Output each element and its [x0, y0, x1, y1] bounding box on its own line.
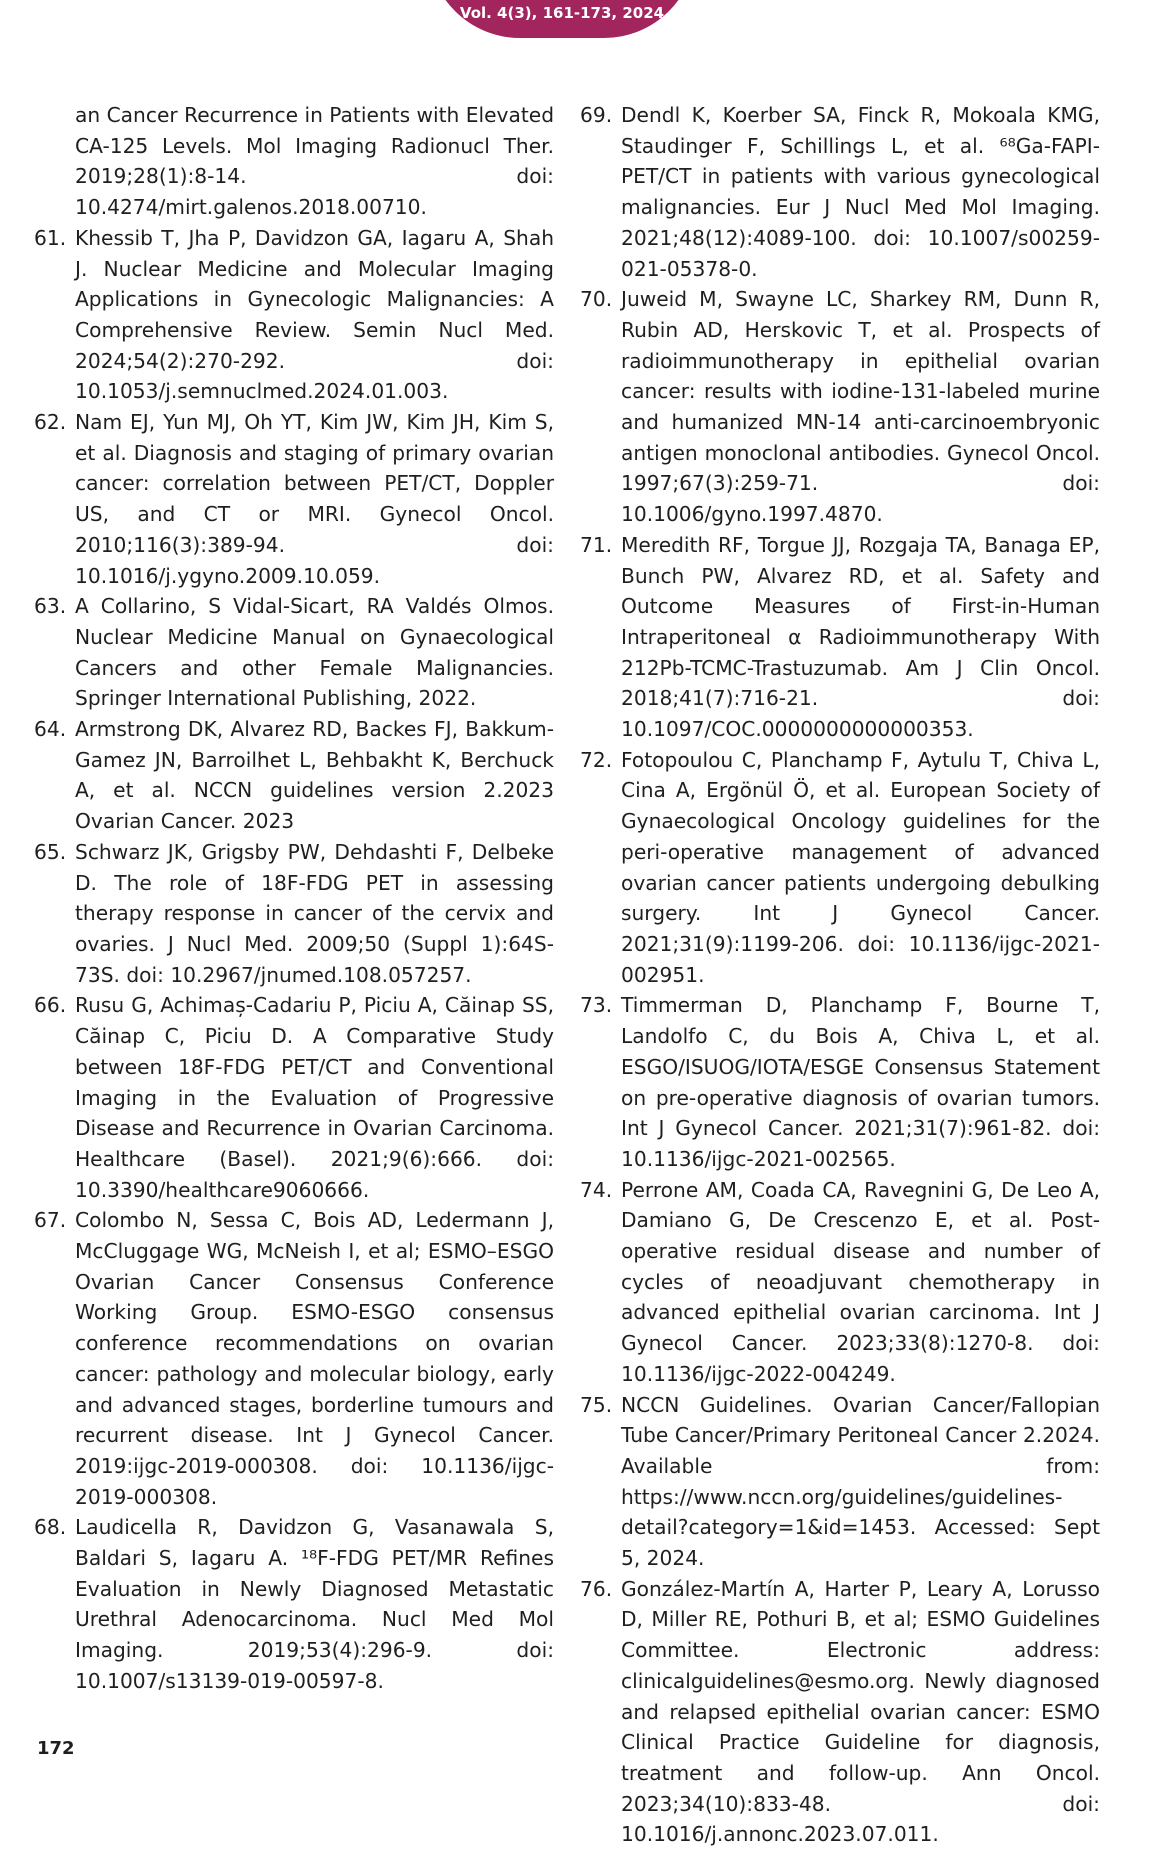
reference-text: NCCN Guidelines. Ovarian Cancer/Fallopian Tube Cancer/Primary Peritoneal Cancer 2.2024. Available from: https://www.nccn.org/guidelines/guidelines-detail?category=1&id=1453. Accessed: Sept 5, 2024.: [621, 1392, 1100, 1571]
reference-item: [580, 1390, 1100, 1574]
reference-item: [34, 837, 554, 991]
reference-text: Rusu G, Achimaș-Cadariu P, Piciu A, Căinap SS, Căinap C, Piciu D. A Comparative Study between 18F-FDG PET/CT and Conventional Imaging in the Evaluation of Progressive Disease and Recurrence in Ovarian Carcinoma. Healthcare (Basel). 2021;9(6):666. doi: 10.3390/healthcare9060666.: [75, 993, 554, 1202]
reference-item: [34, 1512, 554, 1696]
reference-number: 73.: [580, 993, 613, 1018]
reference-text: Khessib T, Jha P, Davidzon GA, Iagaru A, Shah J. Nuclear Medicine and Molecular Imaging Applications in Gynecologic Malignancies: A Comprehensive Review. Semin Nucl Med. 2024;54(2):270-292. doi: 10.1053/j.semnuclmed.2024.01.003.: [75, 225, 554, 404]
reference-text: Dendl K, Koerber SA, Finck R, Mokoala KMG, Staudinger F, Schillings L, et al. ⁶⁸Ga-FAPI-PET/CT in patients with various gynecological malignancies. Eur J Nucl Med Mol Imaging. 2021;48(12):4089-100. doi: 10.1007/s00259-021-05378-0.: [621, 103, 1100, 281]
reference-number: 71.: [580, 532, 613, 557]
reference-number: 76.: [580, 1576, 613, 1601]
reference-item: [580, 100, 1100, 284]
reference-number: 67.: [34, 1208, 67, 1233]
reference-text: Armstrong DK, Alvarez RD, Backes FJ, Bakkum-Gamez JN, Barroilhet L, Behbakht K, Berchuck A, et al. NCCN guidelines version 2.2023 Ovarian Cancer. 2023: [75, 717, 554, 834]
reference-item: [580, 1574, 1100, 1850]
reference-number: 66.: [34, 993, 67, 1018]
reference-number: 68.: [34, 1515, 67, 1540]
reference-continuation: an Cancer Recurrence in Patients with Elevated CA-125 Levels. Mol Imaging Radionucl Ther. 2019;28(1):8-14. doi: 10.4274/mirt.galenos.2018.00710.: [75, 103, 555, 220]
reference-text: Colombo N, Sessa C, Bois AD, Ledermann J, McCluggage WG, McNeish I, et al; ESMO–ESGO Ovarian Cancer Consensus Conference Working Group. ESMO-ESGO consensus conference recommendations on ovarian cancer: pathology and molecular biology, early and advanced stages, borderline tumours and recurrent disease. Int J Gynecol Cancer. 2019:ijgc-2019-000308. doi: 10.1136/ijgc-2019-000308.: [75, 1208, 554, 1509]
reference-item: [580, 990, 1100, 1174]
reference-number: 74.: [580, 1177, 613, 1202]
reference-number: 64.: [34, 717, 67, 742]
left-reference-column: [34, 100, 554, 1697]
reference-text: Laudicella R, Davidzon G, Vasanawala S, Baldari S, Iagaru A. ¹⁸F-FDG PET/MR Refines Evaluation in Newly Diagnosed Metastatic Urethral Adenocarcinoma. Nucl Med Mol Imaging. 2019;53(4):296-9. doi: 10.1007/s13139-019-00597-8.: [75, 1515, 554, 1693]
reference-number: 69.: [580, 103, 613, 127]
reference-text: Timmerman D, Planchamp F, Bourne T, Landolfo C, du Bois A, Chiva L, et al. ESGO/ISUOG/IOTA/ESGE Consensus Statement on pre-operative diagnosis of ovarian tumors. Int J Gynecol Cancer. 2021;31(7):961-82. doi: 10.1136/ijgc-2021-002565.: [621, 993, 1100, 1171]
reference-item: [34, 407, 554, 591]
reference-text: Fotopoulou C, Planchamp F, Aytulu T, Chiva L, Cina A, Ergönül Ö, et al. European Society of Gynaecological Oncology guidelines for the peri-operative management of advanced ovarian cancer patients undergoing debulking surgery. Int J Gynecol Cancer. 2021;31(9):1199-206. doi: 10.1136/ijgc-2021-002951.: [621, 747, 1100, 987]
reference-item: [34, 591, 554, 714]
reference-text: Nam EJ, Yun MJ, Oh YT, Kim JW, Kim JH, Kim S, et al. Diagnosis and staging of primary ovarian cancer: correlation between PET/CT, Doppler US, and CT or MRI. Gynecol Oncol. 2010;116(3):389-94. doi: 10.1016/j.ygyno.2009.10.059.: [75, 410, 554, 588]
reference-number: 63.: [34, 594, 67, 619]
journal-volume-label: Vol. 4(3), 161-173, 2024: [459, 4, 665, 22]
journal-volume-badge: [428, 0, 696, 38]
reference-text: A Collarino, S Vidal-Sicart, RA Valdés Olmos. Nuclear Medicine Manual on Gynaecological Cancers and other Female Malignancies. Springer International Publishing, 2022.: [75, 594, 554, 711]
reference-item: [34, 1205, 554, 1512]
reference-number: 72.: [580, 747, 613, 772]
reference-item: [580, 1175, 1100, 1390]
page-number: 172: [37, 1738, 75, 1759]
reference-number: 70.: [580, 287, 613, 312]
reference-item: [580, 530, 1100, 745]
reference-item: [34, 990, 554, 1205]
reference-text: Schwarz JK, Grigsby PW, Dehdashti F, Delbeke D. The role of 18F-FDG PET in assessing therapy response in cancer of the cervix and ovaries. J Nucl Med. 2009;50 (Suppl 1):64S-73S. doi: 10.2967/jnumed.108.057257.: [75, 839, 554, 987]
reference-number: 61.: [34, 225, 67, 250]
reference-item: [34, 223, 554, 407]
reference-text: Perrone AM, Coada CA, Ravegnini G, De Leo A, Damiano G, De Crescenzo E, et al. Post-operative residual disease and number of cycles of neoadjuvant chemotherapy in advanced epithelial ovarian carcinoma. Int J Gynecol Cancer. 2023;33(8):1270-8. doi: 10.1136/ijgc-2022-004249.: [621, 1177, 1100, 1386]
reference-item: [580, 284, 1100, 530]
reference-text: González-Martín A, Harter P, Leary A, Lorusso D, Miller RE, Pothuri B, et al; ESMO Guidelines Committee. Electronic address: clinicalguidelines@esmo.org. Newly diagnosed and relapsed epithelial ovarian cancer: ESMO Clinical Practice Guideline for diagnosis, treatment and follow-up. Ann Oncol. 2023;34(10):833-48. doi: 10.1016/j.annonc.2023.07.011.: [621, 1576, 1100, 1847]
reference-text: Meredith RF, Torgue JJ, Rozgaja TA, Banaga EP, Bunch PW, Alvarez RD, et al. Safety and Outcome Measures of First-in-Human Intraperitoneal α Radioimmunotherapy With 212Pb-TCMC-Trastuzumab. Am J Clin Oncol. 2018;41(7):716-21. doi: 10.1097/COC.0000000000000353.: [621, 532, 1100, 742]
reference-text: Juweid M, Swayne LC, Sharkey RM, Dunn R, Rubin AD, Herskovic T, et al. Prospects of radioimmunotherapy in epithelial ovarian cancer: results with iodine-131-labeled murine and humanized MN-14 anti-carcinoembryonic antigen monoclonal antibodies. Gynecol Oncol. 1997;67(3):259-71. doi: 10.1006/gyno.1997.4870.: [621, 287, 1100, 527]
reference-item: [580, 745, 1100, 991]
reference-number: 62.: [34, 410, 67, 435]
reference-item: [34, 714, 554, 837]
reference-number: 75.: [580, 1392, 613, 1417]
reference-number: 65.: [34, 839, 67, 864]
right-reference-column: [580, 100, 1100, 1850]
